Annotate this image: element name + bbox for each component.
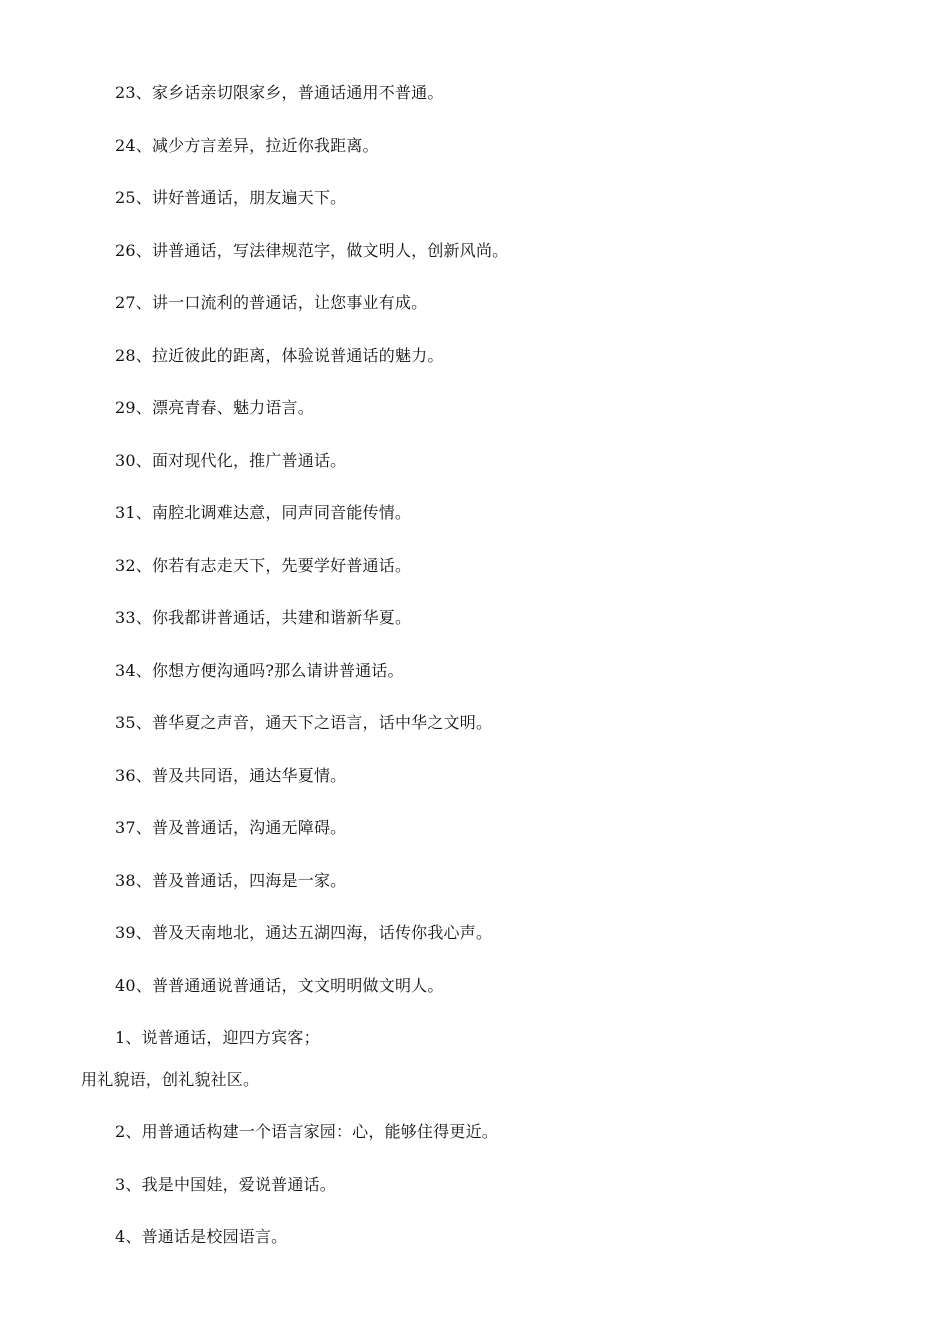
slogan-line-23: 23、家乡话亲切限家乡，普通话通用不普通。 <box>115 83 444 102</box>
slogan-line-3: 3、我是中国娃，爱说普通话。 <box>115 1175 336 1194</box>
slogan-line-24: 24、减少方言差异，拉近你我距离。 <box>115 136 379 155</box>
slogan-line-26: 26、讲普通话，写法律规范字，做文明人，创新风尚。 <box>115 241 509 260</box>
slogan-line-28: 28、拉近彼此的距离，体验说普通话的魅力。 <box>115 346 444 365</box>
slogan-line-1-continued: 用礼貌语，创礼貌社区。 <box>81 1070 260 1089</box>
slogan-line-1: 1、说普通话，迎四方宾客； <box>115 1028 320 1047</box>
slogan-line-27: 27、讲一口流利的普通话，让您事业有成。 <box>115 293 428 312</box>
slogan-line-40: 40、普普通通说普通话，文文明明做文明人。 <box>115 976 444 995</box>
slogan-line-32: 32、你若有志走天下，先要学好普通话。 <box>115 556 412 575</box>
slogan-line-36: 36、普及共同语，通达华夏情。 <box>115 766 347 785</box>
slogan-line-29: 29、漂亮青春、魅力语言。 <box>115 398 314 417</box>
slogan-line-30: 30、面对现代化，推广普通话。 <box>115 451 347 470</box>
slogan-line-39: 39、普及天南地北，通达五湖四海，话传你我心声。 <box>115 923 493 942</box>
slogan-line-31: 31、南腔北调难达意，同声同音能传情。 <box>115 503 412 522</box>
slogan-line-38: 38、普及普通话，四海是一家。 <box>115 871 347 890</box>
slogan-line-35: 35、普华夏之声音，通天下之语言，话中华之文明。 <box>115 713 493 732</box>
slogan-line-34: 34、你想方便沟通吗?那么请讲普通话。 <box>115 661 404 680</box>
slogan-line-25: 25、讲好普通话，朋友遍天下。 <box>115 188 347 207</box>
slogan-line-33: 33、你我都讲普通话，共建和谐新华夏。 <box>115 608 412 627</box>
slogan-line-4: 4、普通话是校园语言。 <box>115 1227 288 1246</box>
slogan-line-2: 2、用普通话构建一个语言家园：心，能够住得更近。 <box>115 1122 498 1141</box>
slogan-line-37: 37、普及普通话，沟通无障碍。 <box>115 818 347 837</box>
